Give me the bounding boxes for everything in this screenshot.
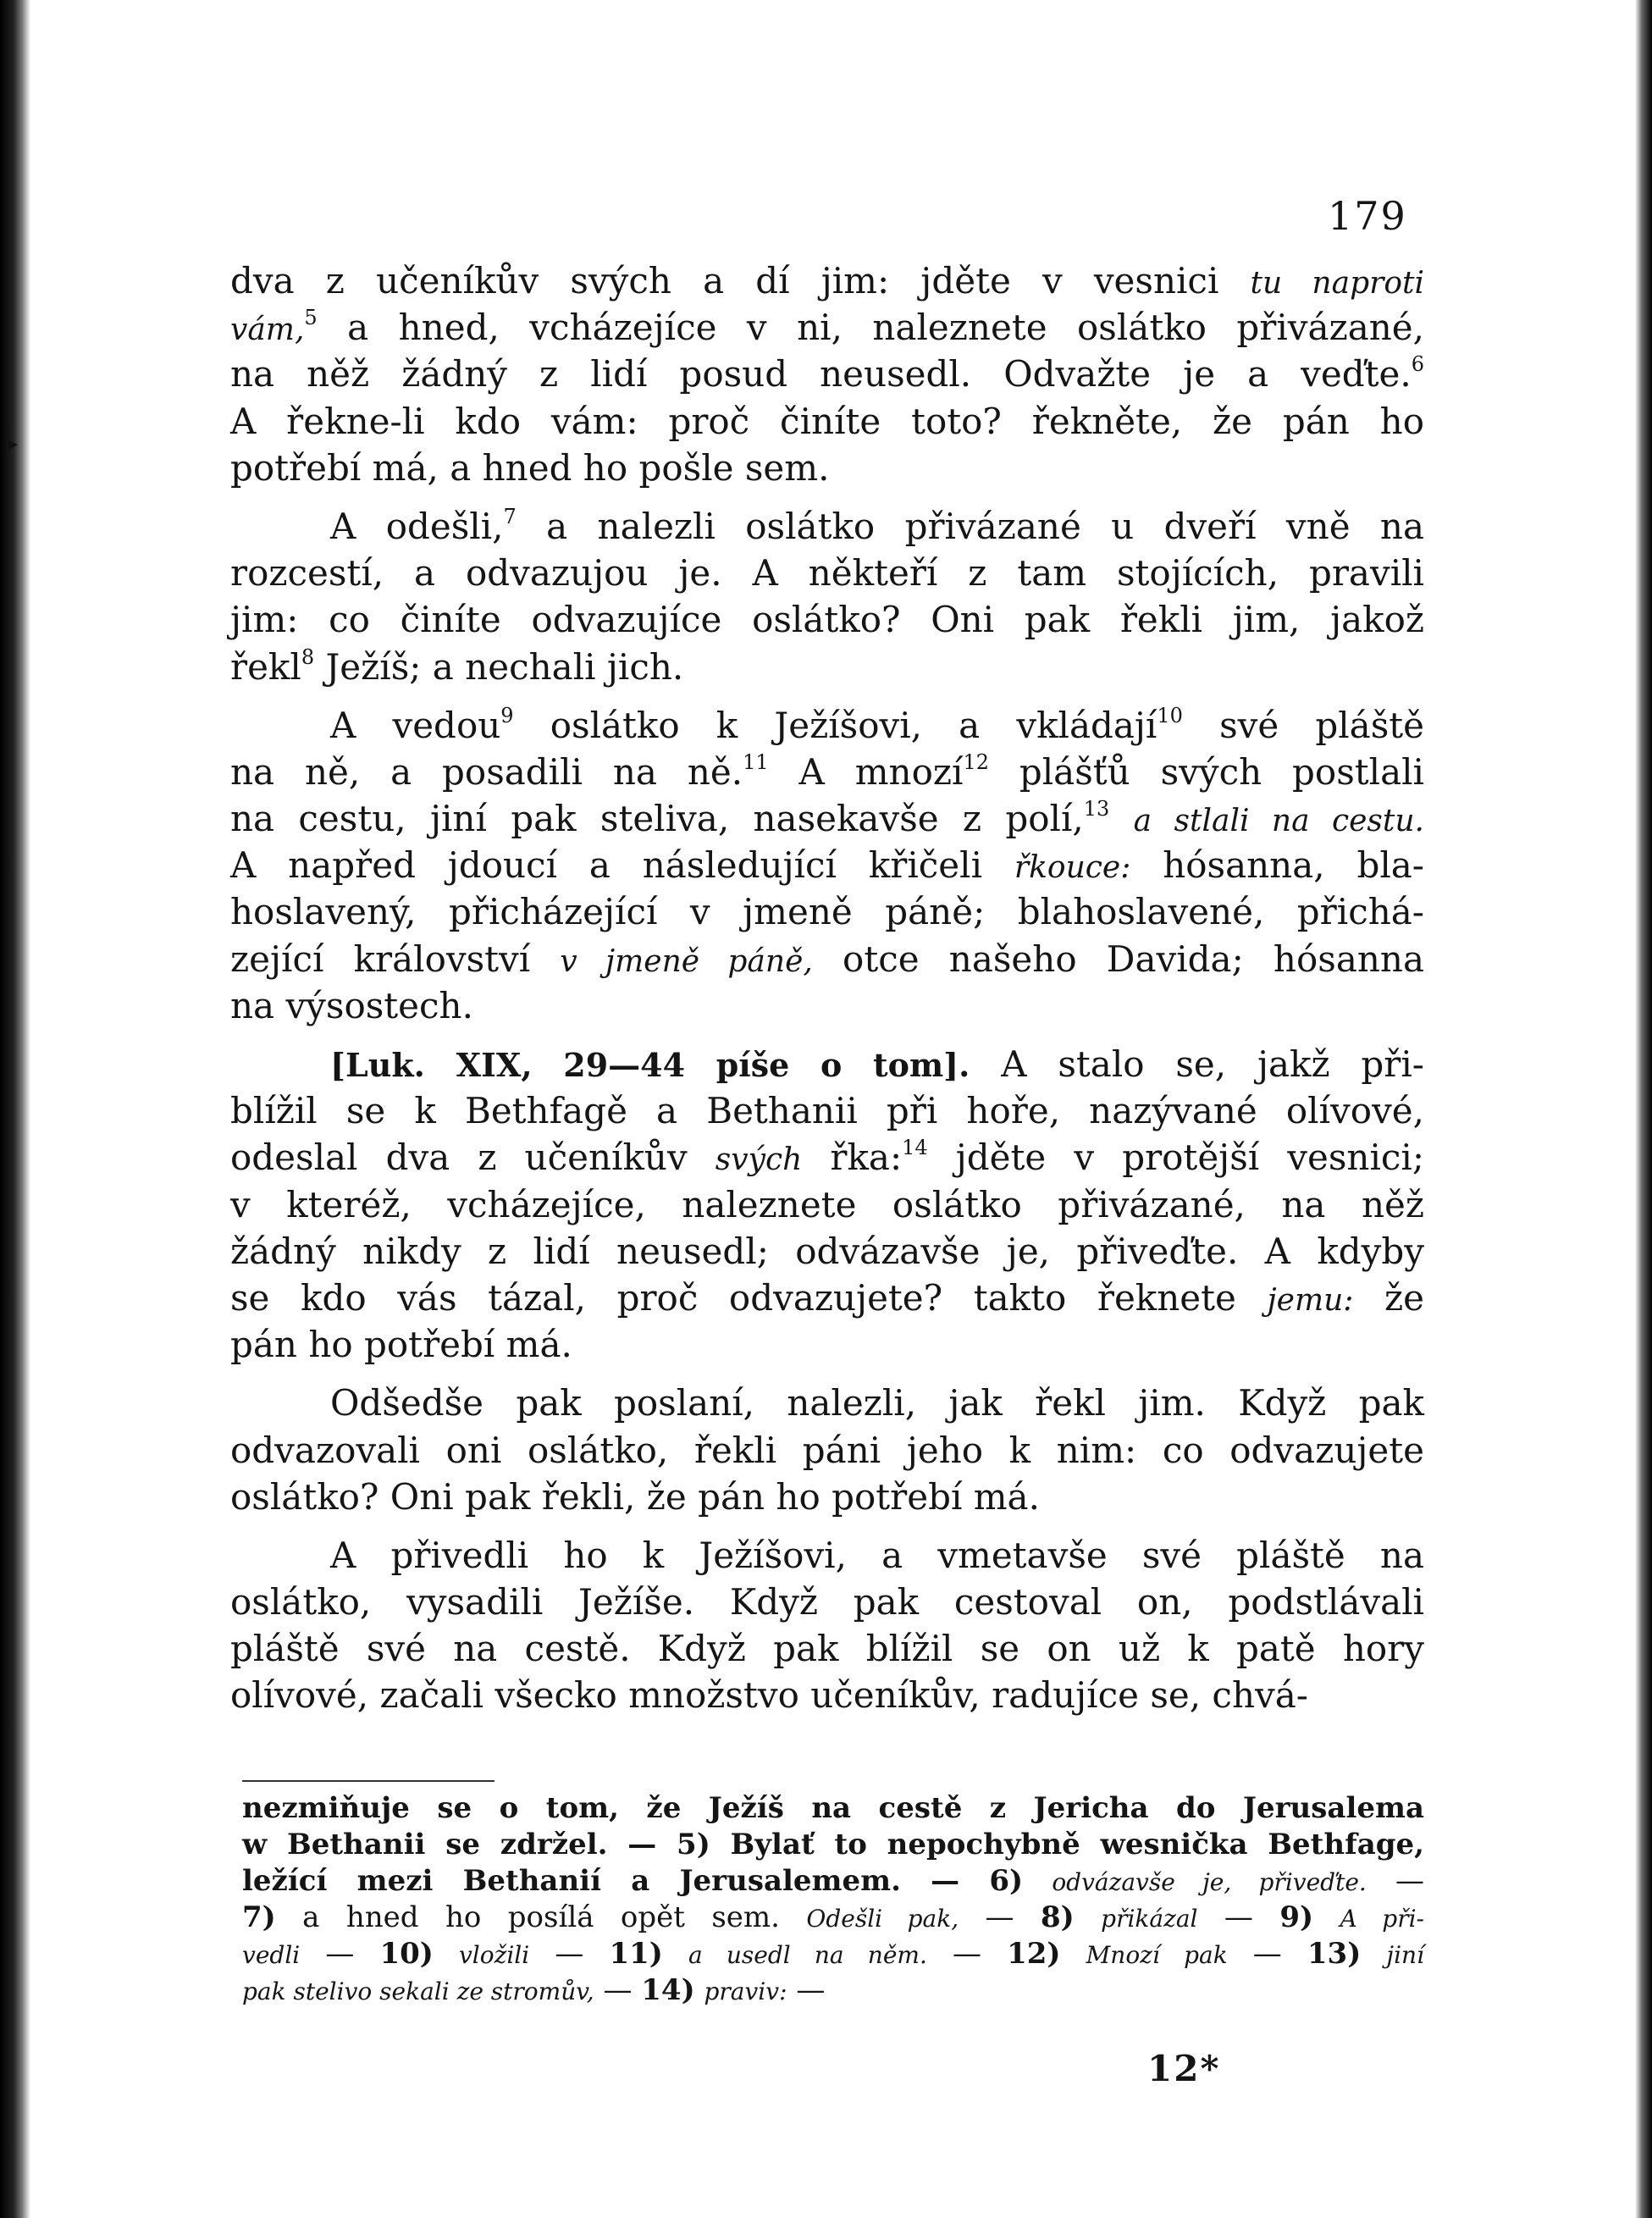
text-run: — [959, 1900, 1041, 1934]
footnote-line [242, 1972, 1424, 2009]
bold-text: w Bethanii se zdržel. — 5) Bylať to nepochybně wesnička Bethfage, [242, 1828, 1424, 1861]
italic-text: řkouce: [1014, 850, 1131, 886]
text-run: oslátko? Oni pak řekli, že pán ho potřebí má. [230, 1475, 1040, 1518]
scan-edge-left [0, 0, 30, 2218]
text-line [230, 1579, 1424, 1625]
text-run: zející království [230, 938, 561, 980]
text-line [230, 1181, 1424, 1228]
text-run: — [529, 1937, 610, 1971]
text-line [230, 982, 1424, 1029]
italic-text: Mnozí pak [1086, 1941, 1228, 1969]
italic-text: Odešli pak, [806, 1905, 959, 1933]
text-run: potřebí má, a hned ho pošle sem. [230, 446, 830, 489]
italic-text: vložili [458, 1941, 530, 1969]
italic-text: odvázavše je, přiveďte. [1052, 1868, 1367, 1896]
text-run: — [1227, 1937, 1307, 1971]
text-line [230, 1474, 1424, 1520]
text-run: hósanna, bla- [1130, 844, 1425, 887]
body-text [230, 257, 1424, 1719]
footnote-rule [242, 1780, 494, 1782]
text-run: žádný nikdy z lidí neusedl; odvázavše je, přiveďte. A kdyby [230, 1230, 1424, 1272]
italic-text: jiní [1386, 1941, 1425, 1969]
bold-text: 10) [379, 1937, 434, 1971]
text-run: otce našeho Davida; hósanna [812, 938, 1425, 980]
footnote-ref: 11 [743, 749, 769, 774]
text-run: a hned, vcházejíce v ni, naleznete oslátko přivázané, [317, 307, 1424, 349]
text-run: A stalo se, jakž při- [970, 1043, 1424, 1085]
italic-text: a usedl na něm. [688, 1941, 927, 1969]
text-line [230, 702, 1424, 749]
text-line [230, 1087, 1424, 1134]
text-line [230, 445, 1424, 491]
text-run: A odešli, [330, 505, 504, 547]
italic-text: vám, [230, 313, 305, 348]
footnote-line [242, 1790, 1424, 1827]
text-line [230, 1275, 1424, 1321]
scan-edge-right [1635, 0, 1652, 2218]
italic-text: svých [715, 1142, 803, 1178]
text-line [230, 795, 1424, 842]
italic-text: a stlali na cestu. [1133, 804, 1424, 839]
bold-text: nezmiňuje se o tom, že Ježíš na cestě z Jericha do Jerusalema [242, 1791, 1424, 1825]
text-run: odvazovali oni oslátko, řekli páni jeho k nim: co odvazujete [230, 1429, 1424, 1471]
text-line [230, 936, 1424, 982]
text-run: se kdo vás tázal, proč odvazujete? takto řeknete [230, 1276, 1268, 1319]
text-run [1023, 1864, 1052, 1898]
text-run: A přivedli ho k Ježíšovi, a vmetavše své pláště na [330, 1534, 1424, 1576]
text-run: plášťů svých postlali [988, 750, 1424, 793]
italic-text: v jmeně páně, [560, 943, 813, 979]
text-run: Ježíš; a nechali jich. [314, 645, 684, 688]
text-line [230, 1532, 1424, 1579]
bold-text: 7) [242, 1900, 276, 1934]
bold-text: 13) [1307, 1937, 1362, 1971]
bold-text: 11) [609, 1937, 663, 1971]
text-run: — [300, 1937, 380, 1971]
text-run: hoslavený, přicházející v jmeně páně; blahoslavené, přichá- [230, 891, 1424, 933]
footnote-ref: 13 [1083, 797, 1110, 821]
footnote-ref: 7 [503, 504, 517, 528]
text-run: pláště své na cestě. Když pak blížil se on už k patě hory [230, 1628, 1424, 1670]
bold-text: [Luk. XIX, 29—44 píše o tom]. [330, 1046, 970, 1084]
text-run: odeslal dva z učeníkův [230, 1137, 715, 1179]
italic-text: A při- [1340, 1905, 1425, 1933]
text-run: blížil se k Bethfagě a Bethanii při hoře, nazývané olívové, [230, 1090, 1424, 1132]
text-run: — [594, 1973, 642, 2007]
text-line [230, 1625, 1424, 1672]
page-number: 179 [1328, 193, 1407, 239]
footnotes [242, 1790, 1424, 2009]
text-line [230, 1134, 1424, 1181]
text-line [230, 596, 1424, 643]
text-run: a hned ho posílá opět sem. [275, 1900, 807, 1934]
text-run: jim: co činíte odvazujíce oslátko? Oni pak řekli jim, jakož [230, 599, 1424, 641]
text-line [230, 1380, 1424, 1426]
footnote-ref: 9 [500, 703, 514, 727]
text-run: v kteréž, vcházejíce, naleznete oslátko přivázané, na něž [230, 1183, 1424, 1225]
text-run: A mnozí [768, 750, 964, 793]
text-line [230, 257, 1424, 304]
text-line [230, 398, 1424, 445]
text-line [230, 1672, 1424, 1718]
scan-mark-icon: ▸ [8, 434, 19, 455]
text-run: pán ho potřebí má. [230, 1324, 572, 1366]
text-run: — [787, 1973, 826, 2007]
text-line [230, 1228, 1424, 1275]
signature-mark: 12* [1147, 2048, 1221, 2089]
text-run [434, 1937, 459, 1971]
text-run [1313, 1900, 1340, 1934]
text-run: rozcestí, a odvazujou je. A někteří z tam stojících, pravili [230, 552, 1424, 595]
footnote-line [242, 1936, 1424, 1972]
text-run: na výsostech. [230, 984, 473, 1026]
footnote-ref: 10 [1157, 703, 1183, 727]
text-line [230, 644, 1424, 690]
text-run [1061, 1937, 1086, 1971]
footnote-ref: 12 [963, 749, 989, 774]
text-run: — [1197, 1900, 1280, 1934]
text-run: A vedou [330, 704, 501, 746]
footnote-line [242, 1900, 1424, 1936]
footnote-line [242, 1827, 1424, 1863]
text-run: oslátko, vysadili Ježíše. Když pak cestoval on, podstlávali [230, 1581, 1424, 1623]
text-line [230, 1041, 1424, 1087]
footnote-line [242, 1863, 1424, 1900]
text-run: jděte v protější vesnici; [927, 1137, 1425, 1179]
text-run [1075, 1900, 1101, 1934]
text-line [230, 1427, 1424, 1474]
text-line [230, 842, 1424, 888]
text-line [230, 550, 1424, 596]
text-run [663, 1937, 688, 1971]
text-run: — [926, 1937, 1008, 1971]
bold-text: 9) [1279, 1900, 1314, 1934]
text-run: řka: [802, 1137, 903, 1179]
italic-text: vedli [242, 1941, 301, 1969]
bold-text: ležící mezi Bethanií a Jerusalemem. — 6) [242, 1864, 1024, 1898]
text-run: — [1366, 1864, 1424, 1898]
text-run: A řekne-li kdo vám: proč činíte toto? řekněte, že pán ho [230, 400, 1424, 442]
text-run [1109, 798, 1133, 839]
bold-text: 8) [1040, 1900, 1075, 1934]
text-run: olívové, začali všecko množstvo učeníkův, radujíce se, chvá- [230, 1674, 1308, 1717]
text-run: řekl [230, 645, 301, 688]
footnote-ref: 14 [902, 1136, 928, 1160]
italic-text: tu naproti [1250, 266, 1424, 301]
text-run: že [1353, 1276, 1424, 1319]
italic-text: přikázal [1101, 1905, 1198, 1933]
text-line [230, 888, 1424, 935]
text-line [230, 749, 1424, 795]
footnote-ref: 8 [301, 644, 315, 669]
text-run: a nalezli oslátko přivázané u dveří vně na [516, 505, 1424, 547]
italic-text: pak stelivo sekali ze stromův, [242, 1977, 594, 2005]
text-run: na něž žádný z lidí posud neusedl. Odvažte je a veďte. [230, 353, 1412, 395]
text-line [230, 1321, 1424, 1368]
text-run [695, 1973, 704, 2007]
text-run [1361, 1937, 1386, 1971]
text-line [230, 503, 1424, 550]
text-run: na ně, a posadili na ně. [230, 750, 743, 793]
text-run: na cestu, jiní pak steliva, nasekavše z polí, [230, 798, 1084, 840]
text-line [230, 351, 1424, 397]
italic-text: jemu: [1267, 1282, 1354, 1318]
footnote-ref: 6 [1411, 352, 1424, 377]
italic-text: praviv: [704, 1977, 787, 2005]
text-run: dva z učeníkův svých a dí jim: jděte v vesnici [230, 260, 1251, 301]
text-run: A napřed jdoucí a následující křičeli [230, 844, 1014, 887]
bold-text: 14) [641, 1973, 695, 2007]
footnote-ref: 5 [304, 306, 318, 330]
text-line [230, 304, 1424, 351]
text-run: své pláště [1182, 704, 1424, 746]
text-run: Odšedše pak poslaní, nalezli, jak řekl jim. Když pak [330, 1382, 1424, 1424]
text-run: oslátko k Ježíšovi, a vkládají [513, 704, 1158, 746]
bold-text: 12) [1007, 1937, 1061, 1971]
